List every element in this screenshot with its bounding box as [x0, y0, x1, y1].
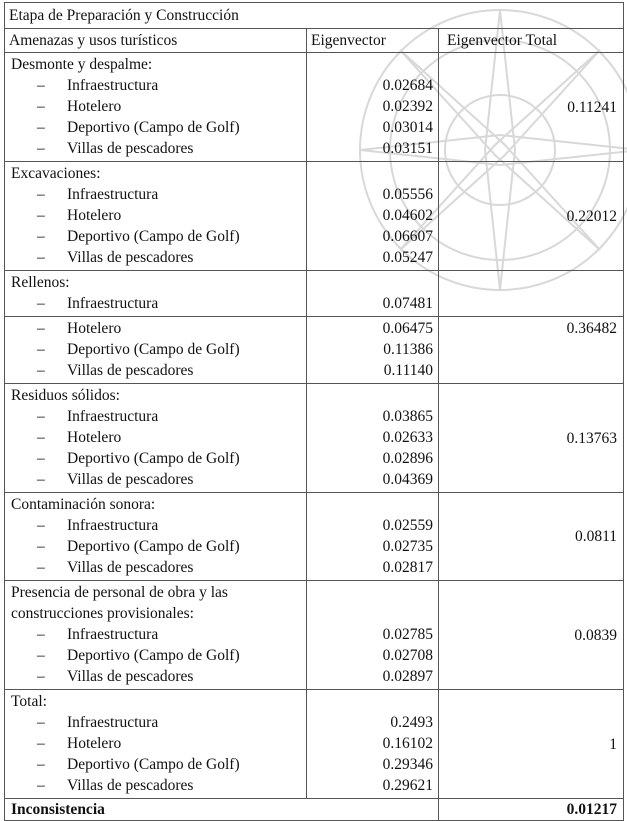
table-row	[5, 384, 624, 493]
category-title: Rellenos:	[11, 274, 70, 291]
list-item	[5, 733, 306, 754]
eigenvector-cell	[307, 53, 439, 162]
dash-bullet: –	[37, 249, 45, 266]
eigenvector-value: 0.11140	[383, 362, 433, 379]
eigenvector-cell	[307, 493, 439, 581]
eigenvector-value: 0.07481	[382, 295, 433, 312]
eigenvector-value: 0.29346	[382, 756, 433, 773]
item-label: Hotelero	[67, 735, 122, 752]
dash-bullet: –	[37, 756, 45, 773]
list-item	[5, 712, 306, 733]
eigenvector-total-value: 0.0839	[574, 626, 618, 644]
list-item	[5, 406, 306, 427]
eigenvector-value: 0.06475	[382, 320, 433, 337]
category-cell	[5, 317, 307, 384]
header-eigenvector: Eigenvector	[307, 29, 439, 53]
category-cell	[5, 271, 307, 317]
item-label: Deportivo (Campo de Golf)	[67, 450, 240, 467]
list-item	[5, 645, 306, 666]
item-label: Villas de pescadores	[67, 362, 194, 379]
list-item	[5, 96, 306, 117]
item-label: Villas de pescadores	[67, 471, 194, 488]
eigenvector-value: 0.02633	[382, 429, 433, 446]
eigenvector-value: 0.29621	[382, 777, 433, 794]
item-label: Infraestructura	[67, 186, 159, 203]
dash-bullet: –	[37, 341, 45, 358]
eigenvector-total-value: 0.22012	[566, 207, 618, 225]
table-caption-row	[5, 3, 624, 29]
eigenvector-total-value: 0.11241	[567, 98, 618, 116]
item-label: Deportivo (Campo de Golf)	[67, 228, 240, 245]
item-label: Villas de pescadores	[67, 777, 194, 794]
list-item	[5, 205, 306, 226]
list-item	[5, 666, 306, 687]
item-label: Hotelero	[67, 207, 122, 224]
list-item	[5, 117, 306, 138]
header-eigenvector-total: Eigenvector Total	[439, 29, 624, 53]
list-item	[5, 318, 306, 339]
eigenvector-total-value: 0.13763	[566, 429, 618, 447]
table-row	[5, 493, 624, 581]
list-item	[5, 184, 306, 205]
dash-bullet: –	[37, 186, 45, 203]
eigenvector-value: 0.04602	[382, 207, 433, 224]
eigenvector-value: 0.02896	[382, 450, 433, 467]
eigenvector-cell	[307, 384, 439, 493]
list-item	[5, 775, 306, 796]
list-item	[5, 536, 306, 557]
eigenvector-total-value: 0.0811	[574, 528, 618, 545]
eigenvector-value: 0.02897	[382, 668, 433, 685]
eigenvector-value: 0.02817	[382, 559, 433, 576]
category-cell	[5, 384, 307, 493]
dash-bullet: –	[37, 207, 45, 224]
eigenvector-total-cell	[439, 162, 624, 271]
eigenvector-value: 0.11386	[383, 341, 433, 358]
category-title: Presencia de personal de obra y las	[11, 584, 228, 601]
eigenvector-total-value: 0.36482	[566, 320, 618, 337]
list-item	[5, 293, 306, 314]
category-cell	[5, 162, 307, 271]
eigenvector-total-cell	[439, 384, 624, 493]
item-label: Deportivo (Campo de Golf)	[67, 341, 240, 358]
eigenvector-value: 0.03014	[382, 119, 433, 136]
item-label: Infraestructura	[67, 517, 159, 534]
dash-bullet: –	[37, 538, 45, 555]
list-item	[5, 226, 306, 247]
eigenvector-value: 0.05247	[382, 249, 433, 266]
inconsistency-label: Inconsistencia	[5, 799, 439, 821]
eigenvector-cell	[307, 317, 439, 384]
eigenvector-total-cell	[439, 690, 624, 799]
category-cell	[5, 690, 307, 799]
table-caption: Etapa de Preparación y Construcción	[5, 3, 624, 29]
dash-bullet: –	[37, 295, 45, 312]
list-item	[5, 339, 306, 360]
eigenvector-value: 0.04369	[382, 471, 433, 488]
category-cell	[5, 493, 307, 581]
dash-bullet: –	[37, 77, 45, 94]
table-row	[5, 317, 624, 384]
dash-bullet: –	[37, 450, 45, 467]
dash-bullet: –	[37, 668, 45, 685]
eigenvector-value: 0.03151	[382, 140, 433, 157]
table-row	[5, 690, 624, 799]
eigenvector-value: 0.06607	[382, 228, 433, 245]
table-header-row	[5, 29, 624, 53]
table-row	[5, 271, 624, 317]
item-label: Deportivo (Campo de Golf)	[67, 756, 240, 773]
eigenvector-value: 0.05556	[382, 186, 433, 203]
dash-bullet: –	[37, 98, 45, 115]
item-label: Hotelero	[67, 429, 122, 446]
list-item	[5, 557, 306, 578]
dash-bullet: –	[37, 777, 45, 794]
dash-bullet: –	[37, 362, 45, 379]
dash-bullet: –	[37, 626, 45, 643]
category-title: Desmonte y despalme:	[11, 56, 153, 73]
dash-bullet: –	[37, 320, 45, 337]
item-label: Deportivo (Campo de Golf)	[67, 119, 240, 136]
inconsistency-row	[5, 799, 624, 821]
list-item	[5, 624, 306, 645]
category-title: Residuos sólidos:	[11, 387, 120, 404]
dash-bullet: –	[37, 429, 45, 446]
eigenvector-total-value: 1	[609, 735, 618, 753]
list-item	[5, 427, 306, 448]
category-title: construcciones provisionales:	[11, 605, 194, 622]
category-cell	[5, 53, 307, 162]
item-label: Infraestructura	[67, 626, 159, 643]
eigenvector-value: 0.02708	[382, 647, 433, 664]
table-row	[5, 581, 624, 690]
dash-bullet: –	[37, 517, 45, 534]
eigenvector-value: 0.2493	[390, 714, 433, 731]
eigenvector-value: 0.03865	[382, 408, 433, 425]
item-label: Hotelero	[67, 320, 122, 337]
dash-bullet: –	[37, 140, 45, 157]
eigenvector-total-cell	[439, 493, 624, 581]
eigenvector-value: 0.16102	[382, 735, 433, 752]
item-label: Infraestructura	[67, 408, 159, 425]
inconsistency-value: 0.01217	[439, 799, 624, 821]
item-label: Infraestructura	[67, 295, 159, 312]
item-label: Infraestructura	[67, 714, 159, 731]
list-item	[5, 448, 306, 469]
eigenvector-total-cell	[439, 317, 624, 384]
table-row	[5, 162, 624, 271]
item-label: Villas de pescadores	[67, 249, 194, 266]
dash-bullet: –	[37, 471, 45, 488]
eigenvector-cell	[307, 581, 439, 690]
item-label: Villas de pescadores	[67, 559, 194, 576]
dash-bullet: –	[37, 647, 45, 664]
eigenvector-value: 0.02735	[382, 538, 433, 555]
eigenvector-table	[4, 2, 624, 821]
category-title: Total:	[11, 693, 47, 710]
dash-bullet: –	[37, 735, 45, 752]
eigenvector-value: 0.02559	[382, 517, 433, 534]
list-item	[5, 75, 306, 96]
dash-bullet: –	[37, 228, 45, 245]
category-cell	[5, 581, 307, 690]
eigenvector-cell	[307, 162, 439, 271]
eigenvector-value: 0.02785	[382, 626, 433, 643]
item-label: Infraestructura	[67, 77, 159, 94]
header-amenazas: Amenazas y usos turísticos	[5, 29, 307, 53]
eigenvector-total-cell	[439, 581, 624, 690]
list-item	[5, 515, 306, 536]
eigenvector-cell	[307, 690, 439, 799]
list-item	[5, 469, 306, 490]
item-label: Deportivo (Campo de Golf)	[67, 538, 240, 555]
dash-bullet: –	[37, 559, 45, 576]
dash-bullet: –	[37, 119, 45, 136]
dash-bullet: –	[37, 714, 45, 731]
category-title: Excavaciones:	[11, 165, 101, 182]
list-item	[5, 247, 306, 268]
eigenvector-total-cell	[439, 271, 624, 317]
category-title: Contaminación sonora:	[11, 496, 156, 513]
item-label: Deportivo (Campo de Golf)	[67, 647, 240, 664]
table-row	[5, 53, 624, 162]
dash-bullet: –	[37, 408, 45, 425]
list-item	[5, 360, 306, 381]
item-label: Villas de pescadores	[67, 140, 194, 157]
eigenvector-value: 0.02392	[382, 98, 433, 115]
list-item	[5, 138, 306, 159]
item-label: Hotelero	[67, 98, 122, 115]
eigenvector-cell	[307, 271, 439, 317]
item-label: Villas de pescadores	[67, 668, 194, 685]
list-item	[5, 754, 306, 775]
eigenvector-value: 0.02684	[382, 77, 433, 94]
eigenvector-total-cell	[439, 53, 624, 162]
